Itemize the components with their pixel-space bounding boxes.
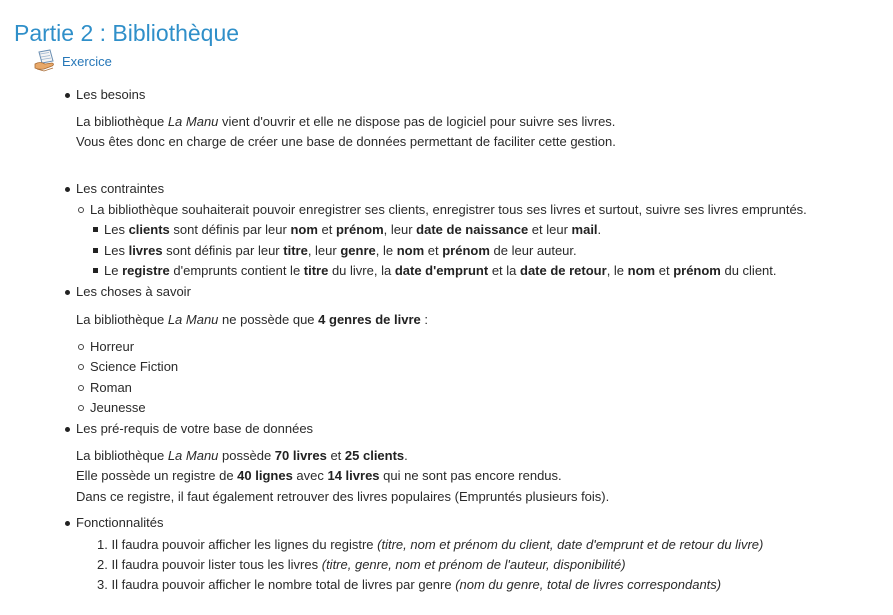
besoins-heading: Les besoins — [76, 87, 146, 102]
book-hand-icon — [34, 49, 56, 73]
besoins-paragraph-1: La bibliothèque La Manu vient d'ouvrir et elle ne dispose pas de logiciel pour suivre ses livres. — [76, 114, 616, 129]
besoins-paragraph-2: Vous êtes donc en charge de créer une base de données permettant de faciliter cette gestion. — [76, 134, 616, 149]
prerequis-heading: Les pré-requis de votre base de données — [76, 421, 314, 436]
fonctionnalite-item: 2. Il faudra pouvoir lister tous les livres (titre, genre, nom et prénom de l'auteur, disponibilité) — [97, 557, 626, 572]
genre-item: Roman — [90, 380, 132, 395]
contraintes-heading: Les contraintes — [76, 181, 165, 196]
choses-heading: Les choses à savoir — [76, 284, 191, 299]
genre-item: Jeunesse — [90, 400, 146, 415]
prerequis-paragraph-2: Elle possède un registre de 40 lignes avec 14 livres qui ne sont pas encore rendus. — [76, 468, 562, 483]
exercice-link[interactable]: Exercice — [62, 53, 112, 69]
genre-item: Science Fiction — [90, 359, 179, 374]
contrainte-registre: Le registre d'emprunts contient le titre du livre, la date d'emprunt et la date de retour, le nom et prénom du client. — [104, 263, 777, 278]
contrainte-clients: Les clients sont définis par leur nom et prénom, leur date de naissance et leur mail. — [104, 222, 602, 237]
exercice-link-row[interactable] — [34, 49, 112, 73]
choses-paragraph: La bibliothèque La Manu ne possède que 4 genres de livre : — [76, 312, 429, 327]
fonctionnalites-heading: Fonctionnalités — [76, 515, 164, 530]
prerequis-paragraph-3: Dans ce registre, il faut également retrouver des livres populaires (Empruntés plusieurs fois). — [76, 489, 610, 504]
page-title: Partie 2 : Bibliothèque — [14, 20, 240, 47]
contraintes-subitem: La bibliothèque souhaiterait pouvoir enregistrer ses clients, enregistrer tous ses livres et surtout, suivre ses livres empruntés. — [90, 202, 807, 217]
fonctionnalite-item: 1. Il faudra pouvoir afficher les lignes du registre (titre, nom et prénom du client, date d'emprunt et de retour du livre) — [97, 537, 764, 552]
prerequis-paragraph-1: La bibliothèque La Manu possède 70 livres et 25 clients. — [76, 448, 408, 463]
contrainte-livres: Les livres sont définis par leur titre, leur genre, le nom et prénom de leur auteur. — [104, 243, 577, 258]
genre-item: Horreur — [90, 339, 135, 354]
fonctionnalite-item: 3. Il faudra pouvoir afficher le nombre total de livres par genre (nom du genre, total de livres correspondants) — [97, 577, 722, 592]
